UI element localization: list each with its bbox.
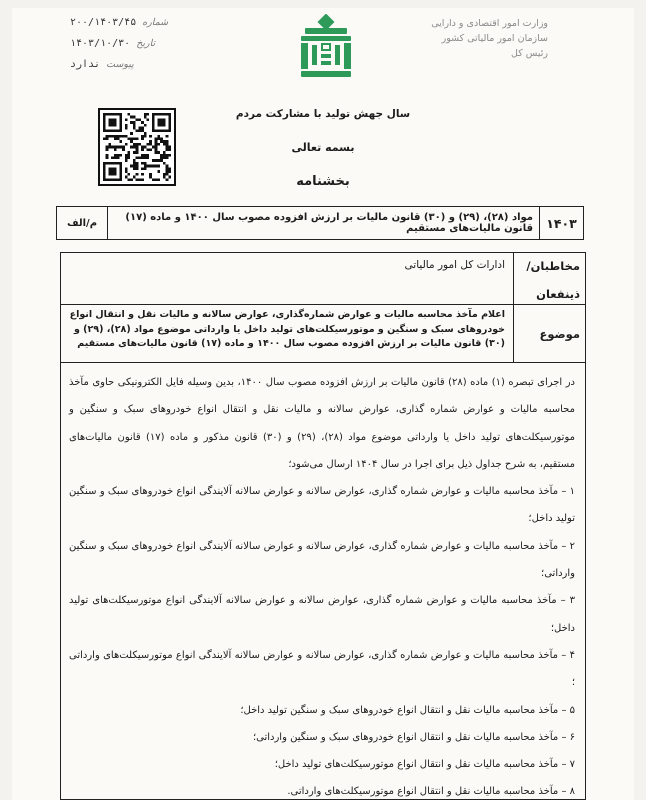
list-item: ۶ – مآخذ محاسبه مالیات نقل و انتقال انواع خودروهای سبک و سنگین وارداتی؛ — [252, 731, 575, 743]
topic-row — [61, 305, 585, 363]
list-item: ۲ – مآخذ محاسبه مالیات و عوارض شماره گذاری، عوارض سالانه و عوارض سالانه آلایندگی انواع خودروهای سبک و سنگین وارداتی؛ — [69, 540, 575, 580]
list-item: ۳ – مآخذ محاسبه مالیات و عوارض شماره گذاری، عوارض سالانه و عوارض سالانه آلایندگی انواع موتورسیکلت‌های تولید داخل؛ — [69, 595, 575, 634]
dept-line: سازمان امور مالیاتی کشور — [441, 33, 548, 44]
intro-paragraph: در اجرای تبصره (۱) ماده (۲۸) قانون مالیات بر ارزش افزوده مصوب سال ۱۴۰۰، بدین وسیله فایل الکترونیکی حاوی مآخذ محاسبه مالیات و عوارض شماره گذاری، عوارض سالانه و مالیات نقل و انتقال انواع خودروهای سبک و سنگین و موتورسیکلت‌های تولید داخل یا وارداتی موضوع مواد (۲۸)، (۲۹) و (۳۰) قانون مذکور و ماده (۱۷) قانون مالیات‌های مستقیم، به شرح جداول ذیل برای اجرا در سال ۱۴۰۴ ارسال می‌شود؛ — [69, 377, 575, 470]
number-row — [70, 12, 190, 33]
year-slogan: سال جهش تولید با مشارکت مردم — [235, 108, 411, 120]
addressees-value: ادارات کل امور مالیاتی — [404, 259, 505, 271]
addressees-row — [61, 253, 585, 305]
document-page — [12, 8, 634, 800]
list-item: ۵ – مآخذ محاسبه مالیات نقل و انتقال انواع خودروهای سبک و سنگین تولید داخل؛ — [240, 704, 575, 716]
dept-line: وزارت امور اقتصادی و دارایی — [431, 18, 548, 29]
list-item: ۱ – مآخذ محاسبه مالیات و عوارض شماره گذاری، عوارض سالانه و عوارض سالانه آلایندگی انواع خودروهای سبک و سنگین تولید داخل؛ — [69, 486, 575, 525]
number-label: شماره — [142, 17, 169, 28]
circular-text — [61, 363, 585, 800]
attachment-value: ندارد — [70, 59, 101, 70]
department-heading — [388, 16, 548, 61]
reference-code: م/الف — [66, 217, 98, 229]
document-title: بخشنامه — [296, 174, 350, 189]
topic-label: موضوع — [513, 305, 585, 362]
reference-table — [56, 206, 584, 240]
addressees-label-line1: مخاطبان/ — [526, 259, 580, 273]
attachment-label: پیوست — [106, 59, 134, 70]
reference-year: ۱۴۰۳ — [539, 207, 583, 239]
addressees-label — [513, 253, 585, 304]
addressees-label-line2: ذینفعان — [536, 287, 580, 301]
date-value: ۱۴۰۳/۱۰/۳۰ — [70, 38, 131, 49]
date-label: تاریخ — [136, 38, 156, 49]
attachment-row — [70, 54, 190, 75]
number-value: ۲۰۰/۱۴۰۳/۴۵ — [70, 17, 137, 28]
circular-body-table — [60, 252, 586, 800]
tax-organization-emblem-icon — [293, 14, 359, 80]
date-row — [70, 33, 190, 54]
letter-meta — [70, 12, 190, 75]
bismillah: بسمه تعالی — [291, 141, 355, 154]
list-item: ۴ – مآخذ محاسبه مالیات و عوارض شماره گذاری، عوارض سالانه و عوارض سالانه آلایندگی انواع موتورسیکلت‌های وارداتی ؛ — [69, 649, 575, 689]
list-item: ۸ – مآخذ محاسبه مالیات نقل و انتقال انواع موتورسیکلت‌های وارداتی. — [287, 786, 575, 798]
topic-value: اعلام مآخذ محاسبه مالیات و عوارض شماره‌گذاری، عوارض سالانه و مالیات نقل و انتقال انواع خودروهای سبک و سنگین و موتورسیکلت‌های تولید داخل یا وارداتی موضوع مواد (۲۸)، (۲۹) و (۳۰) قانون مالیات بر ارزش افزوده مصوب سال ۱۴۰۰ و ماده (۱۷) قانون مالیات‌های مستقیم — [69, 309, 505, 349]
list-item: ۷ – مآخذ محاسبه مالیات نقل و انتقال انواع موتورسیکلت‌های تولید داخل؛ — [274, 759, 575, 771]
reference-subject: مواد (۲۸)، (۲۹) و (۳۰) قانون مالیات بر ارزش افزوده مصوب سال ۱۴۰۰ و ماده (۱۷) قانون مالیات‌های مستقیم — [107, 207, 539, 239]
dept-line: رئیس کل — [511, 48, 548, 59]
